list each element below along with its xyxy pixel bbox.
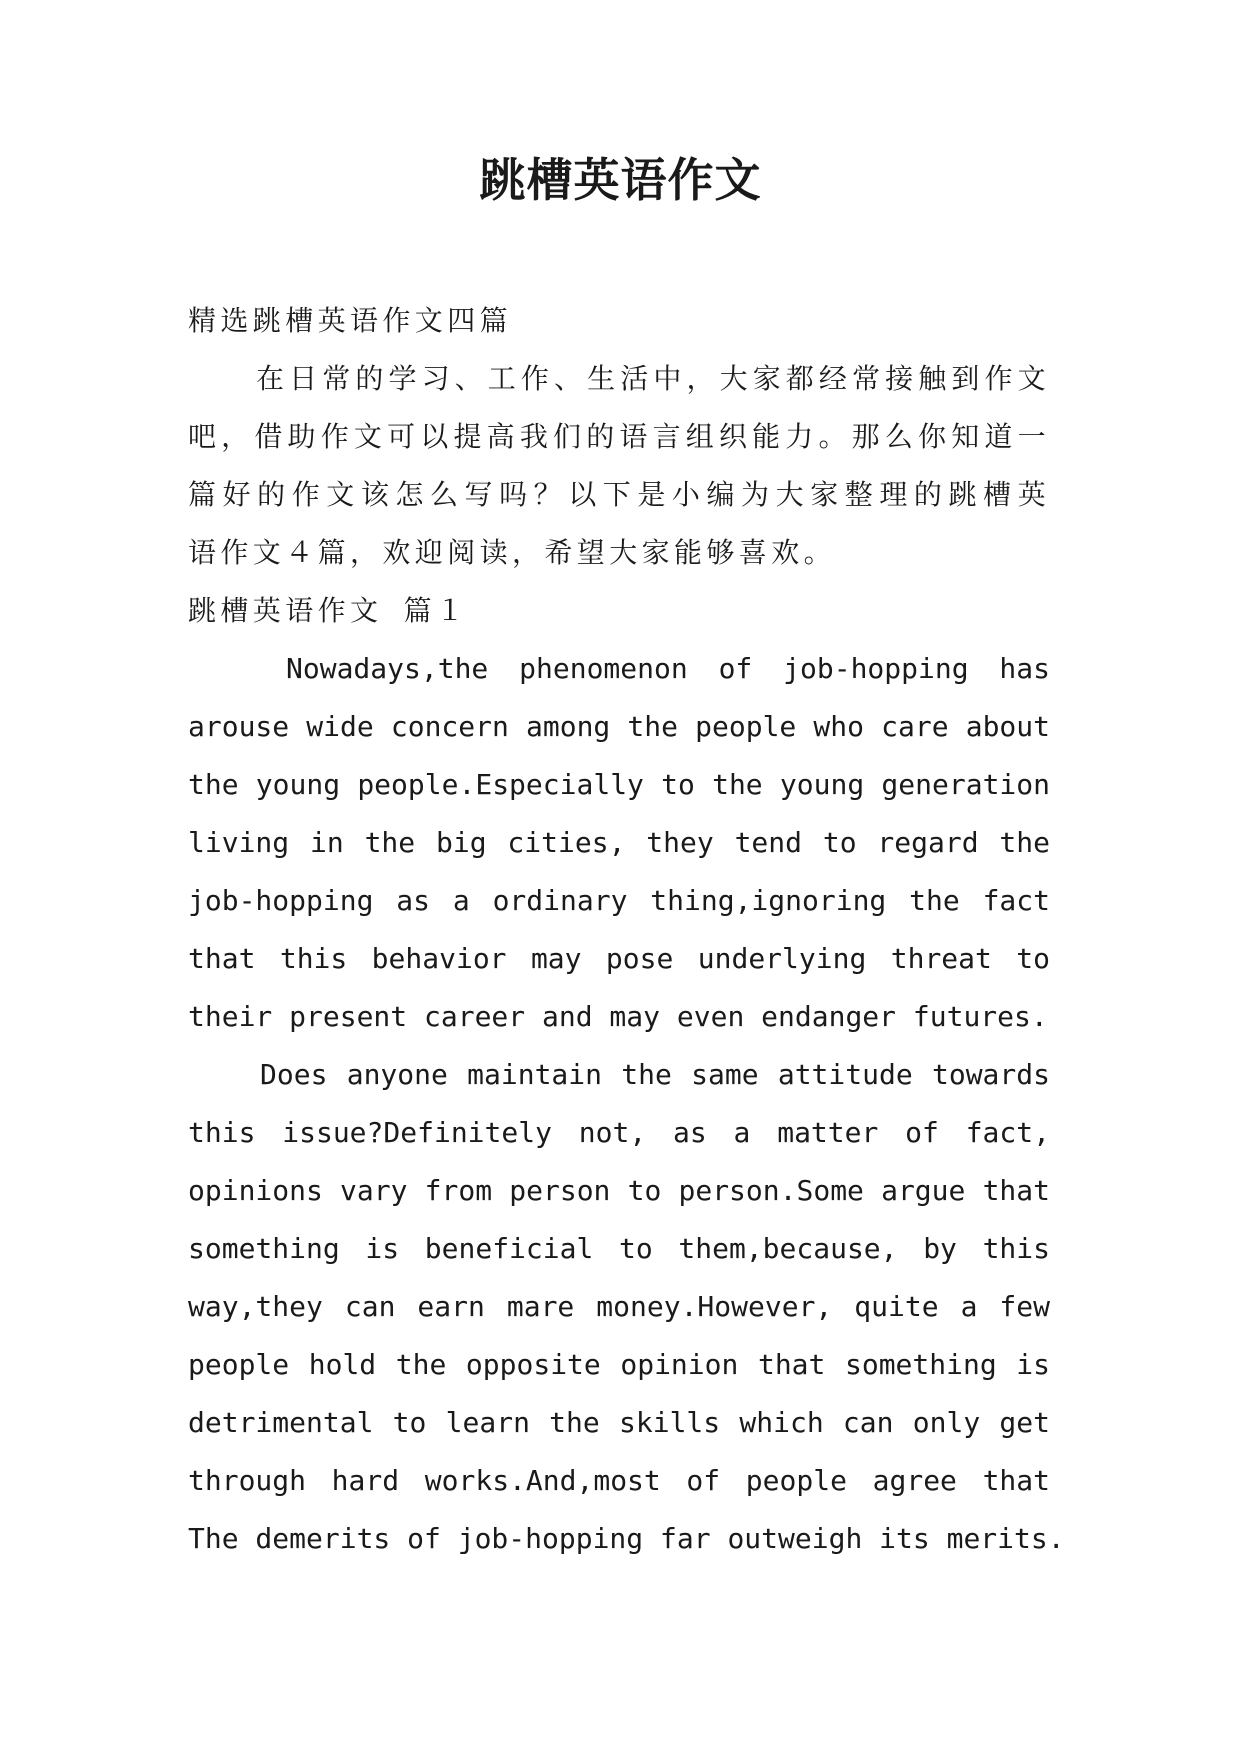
- paragraph-line: people hold the opposite opinion that something is: [188, 1348, 1050, 1381]
- paragraph-line: arouse wide concern among the people who care about: [188, 710, 1050, 743]
- intro-line: 吧，借助作文可以提高我们的语言组织能力。那么你知道一: [188, 420, 1050, 453]
- intro-line: 在日常的学习、工作、生活中，大家都经常接触到作文: [256, 362, 1050, 395]
- paragraph-line: The demerits of job-hopping far outweigh its merits.: [188, 1522, 1065, 1555]
- paragraph-line: through hard works.And,most of people agree that: [188, 1464, 1050, 1497]
- paragraph-line: this issue?Definitely not, as a matter of fact,: [188, 1116, 1050, 1149]
- intro-line: 语作文４篇，欢迎阅读，希望大家能够喜欢。: [188, 536, 837, 569]
- paragraph-line: detrimental to learn the skills which can only get: [188, 1406, 1050, 1439]
- paragraph-line: Does anyone maintain the same attitude towards: [260, 1058, 1050, 1091]
- intro-line: 篇好的作文该怎么写吗？以下是小编为大家整理的跳槽英: [188, 478, 1050, 511]
- document-title: 跳槽英语作文: [479, 153, 762, 207]
- paragraph-line: job-hopping as a ordinary thing,ignoring the fact: [188, 884, 1050, 917]
- paragraph-line: something is beneficial to them,because, by this: [188, 1232, 1050, 1265]
- paragraph-line: that this behavior may pose underlying threat to: [188, 942, 1050, 975]
- paragraph-line: living in the big cities, they tend to regard the: [188, 826, 1050, 859]
- paragraph-line: Nowadays,the phenomenon of job-hopping has: [286, 652, 1050, 685]
- document-body: [188, 292, 1065, 1568]
- section-heading: 跳槽英语作文 篇１: [188, 594, 469, 627]
- paragraph-line: opinions vary from person to person.Some argue that: [188, 1174, 1050, 1207]
- subtitle: 精选跳槽英语作文四篇: [188, 304, 513, 337]
- paragraph-line: way,they can earn mare money.However, quite a few: [188, 1290, 1050, 1323]
- paragraph-line: their present career and may even endanger futures.: [188, 1000, 1048, 1033]
- paragraph-line: the young people.Especially to the young generation: [188, 768, 1050, 801]
